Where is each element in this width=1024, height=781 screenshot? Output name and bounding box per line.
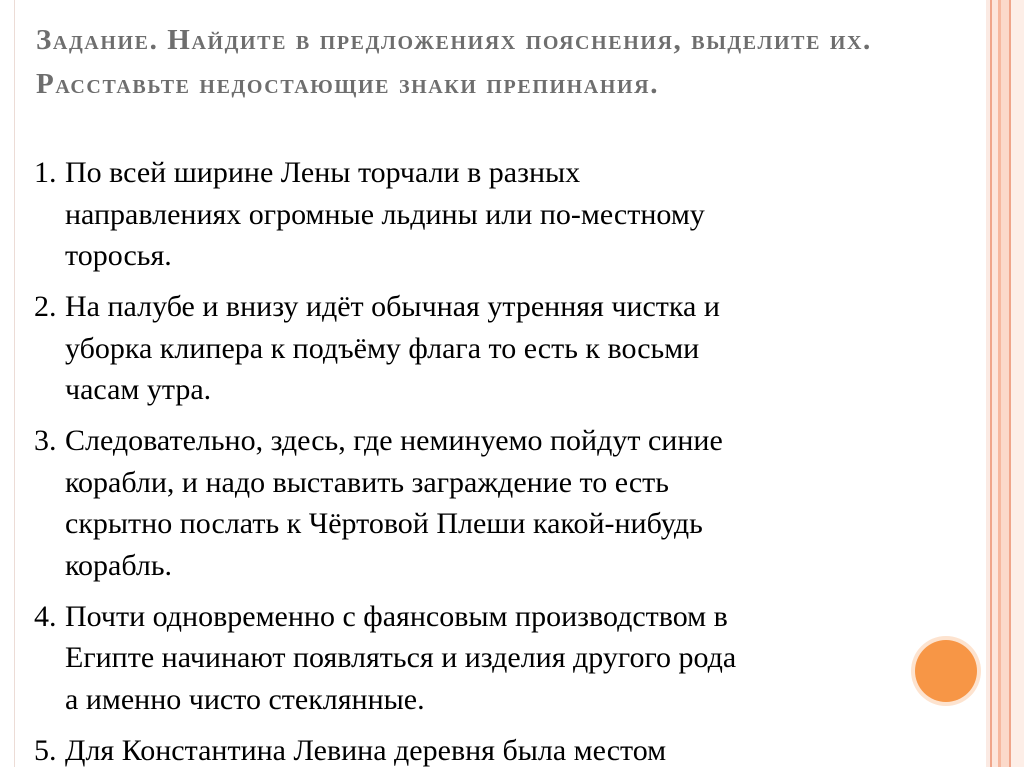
item-text: Почти одновременно с фаянсовым производством в Египте начинают появляться и изделия другого рода а именно чисто стеклянные. (65, 599, 737, 716)
left-divider (14, 0, 15, 767)
item-number: 4. (34, 599, 57, 633)
item-text: Следовательно, здесь, где неминуемо пойдут синие корабли, и надо выставить заграждение то есть скрытно послать к Чёртовой Плеши какой-нибудь корабль. (65, 424, 723, 582)
stripe (1001, 0, 1009, 767)
list-item (34, 730, 934, 772)
slide-title: Задание. Найдите в предложениях пояснения, выделите их. Расставьте недостающие знаки препинания. (36, 24, 872, 100)
list-item (34, 420, 934, 586)
item-number: 1. (34, 156, 57, 189)
task-list (34, 152, 934, 781)
item-text: По всей ширине Лены торчали в разных направлениях огромные льдины или по-местному торосья. (65, 156, 705, 272)
decorative-circle (915, 640, 977, 702)
list-item (34, 286, 934, 411)
list-item (34, 152, 934, 277)
decorative-stripes (986, 0, 1024, 767)
item-text: На палубе и внизу идёт обычная утренняя чистка и уборка клипера к подъёму флага то есть к восьми часам утра. (65, 290, 720, 406)
item-text: Для Константина Левина деревня была местом (65, 733, 667, 767)
item-number: 3. (34, 424, 57, 457)
stripe (1011, 0, 1024, 767)
item-number: 5. (34, 733, 57, 767)
item-number: 2. (34, 290, 57, 323)
list-item (34, 596, 934, 721)
